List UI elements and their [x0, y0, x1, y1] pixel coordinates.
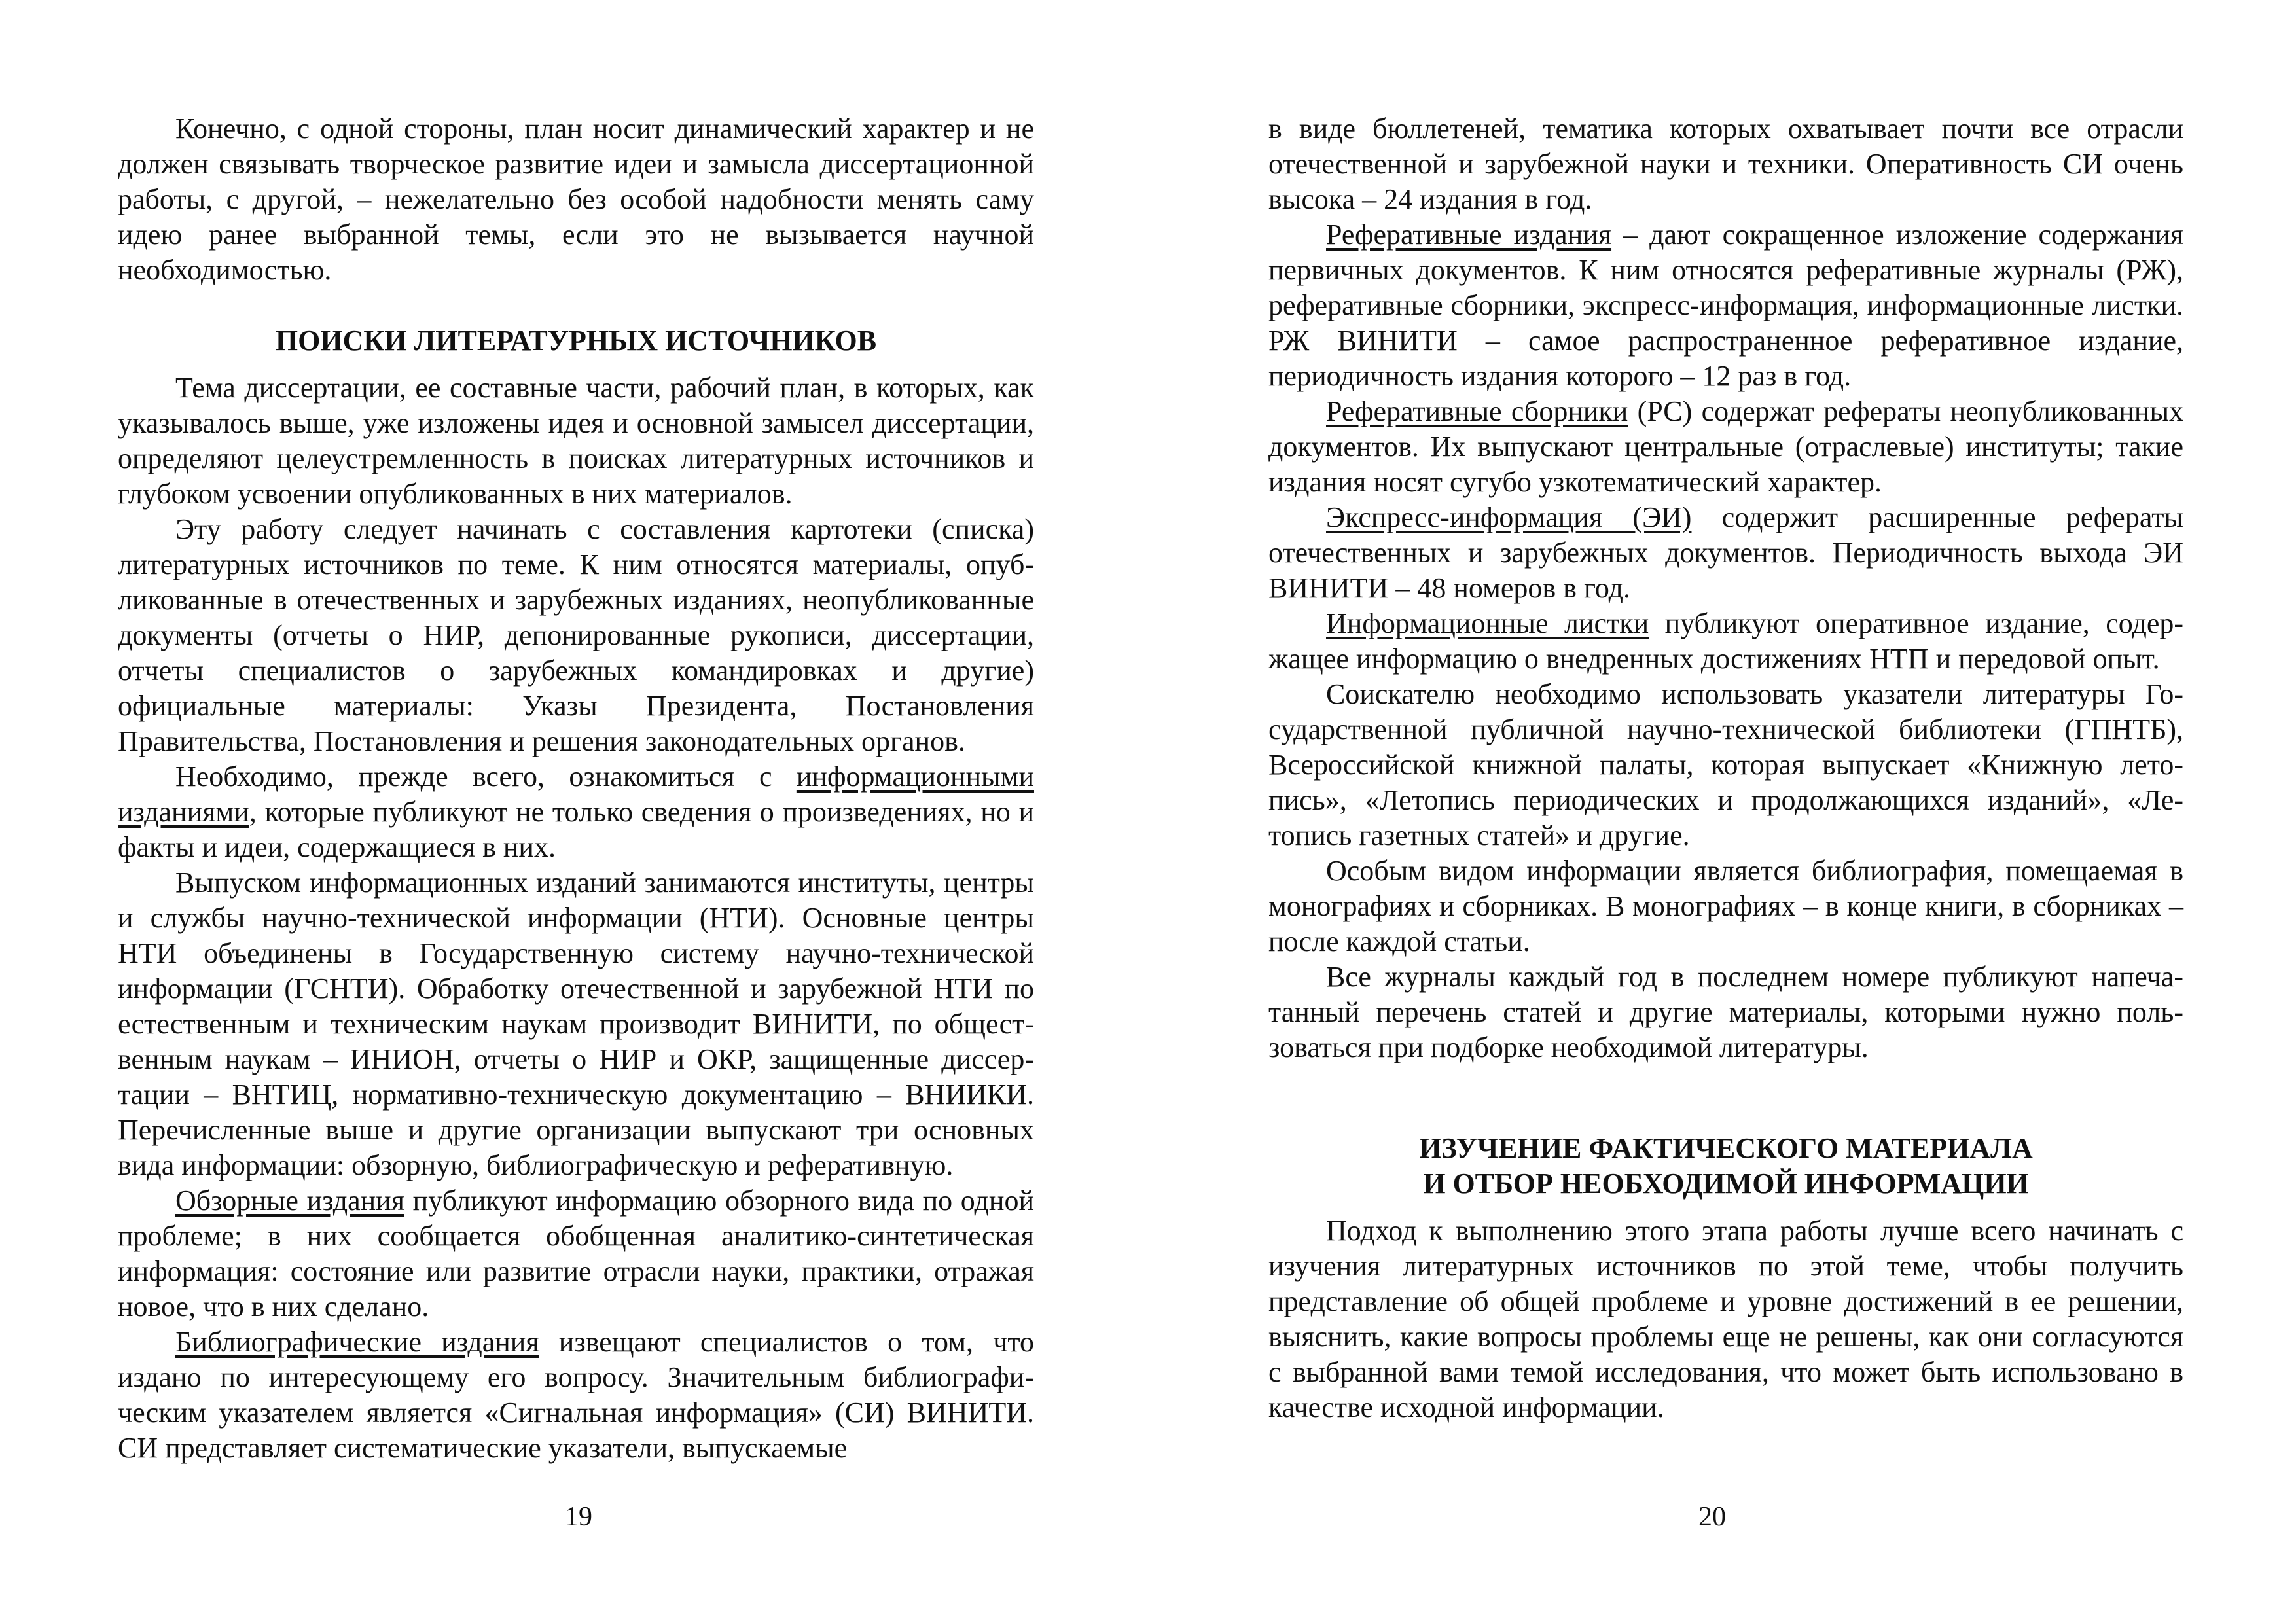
paragraph: [1268, 394, 2183, 500]
underlined-term: Обзорные издания: [175, 1185, 404, 1217]
underlined-term: Библиографические издания: [175, 1326, 539, 1358]
page-number: 20: [1698, 1502, 1726, 1532]
paragraph: [1268, 606, 2183, 677]
paragraph: Конечно, с одной стороны, план носит динамический характер и не должен связывать творческое развитие идеи и замысла диссертационной работы, с другой, – нежелательно без особой надобности менять саму идею ранее выбранной темы, если это не вызывается научной необходимостью.: [118, 113, 1034, 286]
paragraph-text: – дают сокращенное изложение содержания первичных документов. К ним относятся реферативные журналы (РЖ), реферативные сборники, экспресс-информация, информационные листки. РЖ ВИНИТИ – самое распространенное реферативное издание, периодичность издания которого – 12 раз в год.: [1268, 219, 2183, 392]
page-20-text-column: [1268, 111, 2183, 1425]
section-heading-line-1: ИЗУЧЕНИЕ ФАКТИЧЕСКОГО МАТЕРИАЛА: [1419, 1132, 2033, 1164]
section-heading-line-2: И ОТБОР НЕОБХОДИМОЙ ИНФОРМАЦИИ: [1423, 1168, 2029, 1200]
page-20: [1148, 0, 2296, 1623]
paragraph: Соискателю необходимо использовать указатели литературы Государственной публичной научно-технической библиотеки (ГПНТБ), Всероссийской книжной палаты, которая выпускает «Книжную летопись», «Летопись периодических и продолжающихся изданий», «Летопись газетных статей» и другие.: [1268, 678, 2183, 851]
paragraph: Все журналы каждый год в последнем номере публикуют напечатанный перечень статей и другие материалы, которыми нужно пользоваться при подборке необходимой литературы.: [1268, 961, 2183, 1063]
underlined-term: Реферативные сборники: [1326, 395, 1628, 427]
paragraph-text: Необходимо, прежде всего, ознакомиться с: [175, 760, 772, 793]
paragraph: Тема диссертации, ее составные части, рабочий план, в которых, как указывалось выше, уже изложены идея и основной замысел диссертации, определяют целеустремленность в поисках литературных источников и глубоком усвоении опубликованных в них материалов.: [118, 372, 1034, 510]
paragraph: Выпуском информационных изданий занимаются институты, центры и службы научно-технической информации (НТИ). Основные центры НТИ объединены в Государственную систему научно-технической информации (ГСНТИ). Обработку отечественной и зарубежной НТИ по естественным и техническим наукам производит ВИНИТИ, по общественным наукам – ИНИОН, отчеты о НИР и ОКР, защищенные диссертации – ВНТИЦ, нормативно-техническую документацию – ВНИИКИ. Перечисленные выше и другие организации выпускают три основных вида информации: обзорную, библиографическую и реферативную.: [118, 866, 1034, 1181]
paragraph: в виде бюллетеней, тематика которых охватывает почти все отрасли отечественной и зарубежной науки и техники. Оперативность СИ очень высока – 24 издания в год.: [1268, 113, 2183, 215]
underlined-term: Информационные листки: [1326, 607, 1649, 639]
paragraph: [118, 759, 1034, 865]
paragraph: [1268, 500, 2183, 606]
paragraph: Особым видом информации является библиография, помещаемая в монографиях и сборниках. В монографиях – в конце книги, в сборниках – после каждой статьи.: [1268, 855, 2183, 957]
paragraph-text: содержит расширенные рефераты отечественных и зарубежных документов. Периодичность выхода ЭИ ВИНИТИ – 48 номеров в год.: [1268, 501, 2183, 604]
paragraph-text: , которые публикуют не только сведения о произведениях, но и факты и идеи, содержащиеся в них.: [118, 796, 1034, 863]
paragraph: Эту работу следует начинать с составления картотеки (списка) литературных источников по теме. К ним относятся материалы, опубликованные в отечественных и зарубежных изданиях, неопубликованные документы (отчеты о НИР, депонированные рукописи, диссертации, отчеты специалистов о зарубежных командировках и другие) официальные материалы: Указы Президента, Постановления Правительства, Постановления и решения законодательных органов.: [118, 513, 1034, 757]
paragraph: [1268, 217, 2183, 394]
paragraph: Подход к выполнению этого этапа работы лучше всего начинать с изучения литературных источников по этой теме, чтобы получить представление об общей проблеме и уровне достижений в ее решении, выяснить, какие вопросы проблемы еще не решены, как они согласуются с выбранной вами темой исследования, что может быть использовано в качестве исходной информации.: [1268, 1215, 2183, 1423]
paragraph: [118, 1325, 1034, 1466]
underlined-term: Экспресс-информация (ЭИ): [1326, 501, 1692, 533]
paragraph: [118, 1183, 1034, 1325]
paragraph-text: извещают специалистов о том, что издано по интересующему его вопросу. Значительным библиографическим указателем является «Сигнальная информация» (СИ) ВИНИТИ. СИ представляет систематические указатели, выпускаемые: [118, 1326, 1034, 1464]
underlined-term: информационными изданиями: [118, 760, 1034, 828]
paragraph-text: публикуют информацию обзорного вида по одной проблеме; в них сообщается обобщенная аналитико-синтетическая информация: состояние или развитие отрасли науки, практики, отражая новое, что в них сделано.: [118, 1185, 1035, 1323]
section-heading: ПОИСКИ ЛИТЕРАТУРНЫХ ИСТОЧНИКОВ: [275, 325, 877, 357]
paragraph-text: (РС) содержат рефераты неопубликованных документов. Их выпускают центральные (отраслевые) институты; такие издания носят сугубо узкотематический характер.: [1268, 395, 2184, 498]
page-number: 19: [565, 1502, 592, 1532]
underlined-term: Реферативные издания: [1326, 219, 1612, 251]
page-19-text-column: [118, 111, 1034, 1466]
paragraph-text: публикуют оперативное издание, содержащее информацию о внедренных достижениях НТП и передовой опыт.: [1268, 607, 2184, 675]
